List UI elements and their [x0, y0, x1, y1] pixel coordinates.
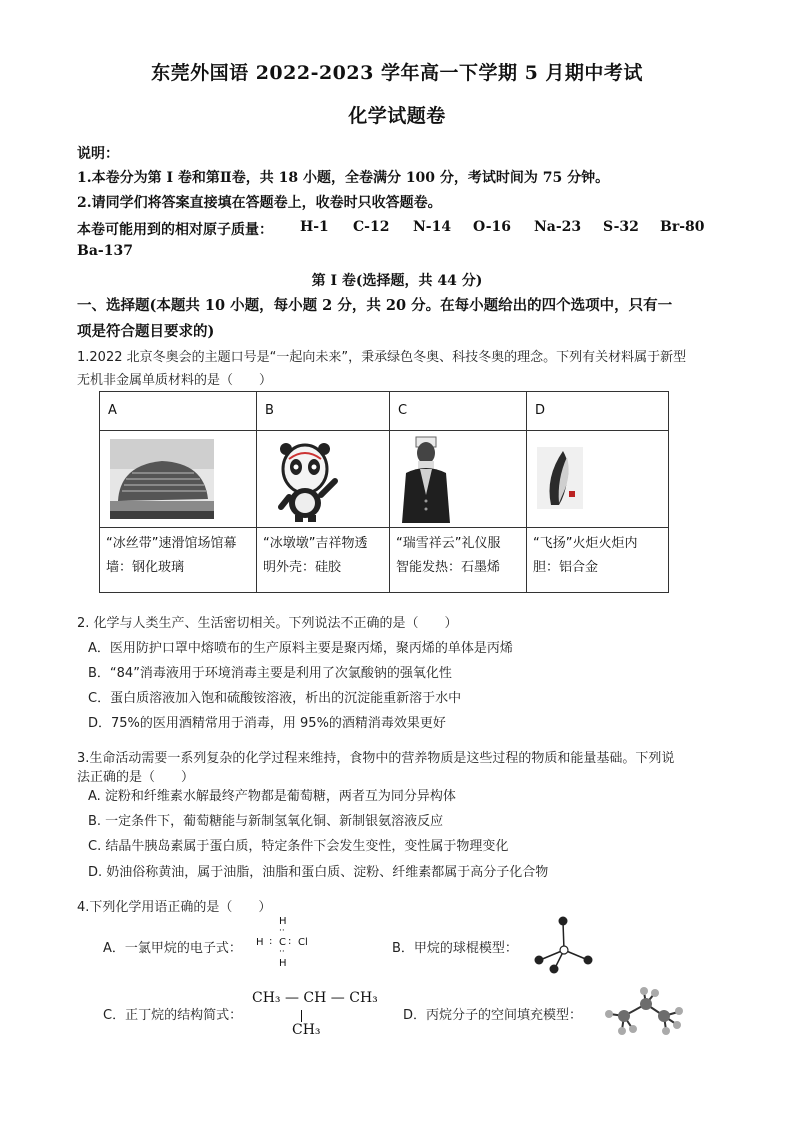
q1-image-cell [100, 431, 257, 528]
q1-caption-cell [390, 528, 527, 593]
q1-caption-cell [527, 528, 669, 593]
atomic-mass-item: H-1 [300, 219, 329, 235]
q3-option-d: D. 奶油俗称黄油，属于油脂，油脂和蛋白质、淀粉、纤维素都属于高分子化合物 [88, 865, 549, 880]
q2-stem: 2. 化学与人类生产、生活密切相关。下列说法不正确的是（ ） [77, 616, 458, 631]
section-instructions-line-2: 项是符合题目要求的) [77, 323, 215, 340]
q1-option-letter: A [100, 392, 257, 431]
q1-option-letter: B [257, 392, 390, 431]
q3-option-a: A. 淀粉和纤维素水解最终产物都是葡萄糖，两者互为同分异构体 [88, 789, 456, 804]
q3-stem-line-2: 法正确的是（ ） [77, 770, 195, 785]
q1-option-letter: C [390, 392, 527, 431]
formula-main-chain: CH₃ — CH — CH₃ [252, 990, 378, 1006]
exam-subtitle: 化学试题卷 [348, 105, 446, 127]
q2-option-a: A．医用防护口罩中熔喷布的生产原料主要是聚丙烯，聚丙烯的单体是丙烯 [88, 641, 513, 656]
exam-title: 东莞外国语 2022-2023 学年高一下学期 5 月期中考试 [151, 62, 643, 84]
lewis-electron-pair: : [269, 936, 273, 947]
atomic-mass-item: S-32 [603, 219, 639, 235]
q1-caption-cell [257, 528, 390, 593]
propane-space-filling-model [596, 986, 690, 1042]
q1-stem-line-2: 无机非金属单质材料的是（ ） [77, 373, 273, 388]
chloromethane-lewis-structure [252, 916, 322, 970]
section-instructions-line-1: 一、选择题(本题共 10 小题，每小题 2 分，共 20 分。在每小题给出的四个选项中，只有一 [77, 297, 673, 314]
q1-option-letter: D [527, 392, 669, 431]
atomic-mass-item: O-16 [473, 219, 512, 235]
q2-option-c: C．蛋白质溶液加入饱和硫酸铵溶液，析出的沉淀能重新溶于水中 [88, 691, 462, 706]
q1-options-table [99, 391, 669, 593]
lewis-electron-pair: : [288, 936, 292, 947]
mascot-image [271, 437, 341, 523]
q4-option-a: A．一氯甲烷的电子式： [103, 941, 242, 956]
notes-heading: 说明： [77, 146, 119, 162]
q1-caption-b-line-1: “冰墩墩”吉祥物透 [263, 536, 368, 551]
q2-option-d: D．75%的医用酒精常用于消毒，用 95%的酒精消毒效果更好 [88, 716, 446, 731]
q1-caption-c-line-2: 智能发热：石墨烯 [396, 560, 501, 575]
lewis-atom-h-bottom: H [279, 958, 287, 969]
notes-line-1: 1.本卷分为第 I 卷和第Ⅱ卷，共 18 小题，全卷满分 100 分，考试时间为 75 分钟。 [77, 170, 610, 186]
formula-branch: CH₃ [292, 1022, 321, 1038]
q1-caption-b-line-2: 明外壳：硅胶 [263, 560, 342, 575]
butane-structural-formula [252, 990, 378, 1042]
lewis-atom-c: C [279, 937, 286, 948]
uniform-image [398, 435, 454, 525]
notes-line-2: 2.请同学们将答案直接填在答题卷上，收卷时只收答题卷。 [77, 195, 442, 211]
lewis-electron-pair: ·· [279, 926, 285, 936]
q3-option-b: B. 一定条件下，葡萄糖能与新制氢氧化铜、新制银氨溶液反应 [88, 814, 444, 829]
q1-stem-line-1: 1.2022 北京冬奥会的主题口号是“一起向未来”，秉承绿色冬奥、科技冬奥的理念。下列有关材料属于新型 [77, 350, 687, 365]
methane-ball-stick-model [532, 914, 594, 974]
q3-option-c: C. 结晶牛胰岛素属于蛋白质，特定条件下会发生变性，变性属于物理变化 [88, 839, 509, 854]
q2-option-b: B．“84”消毒液用于环境消毒主要是利用了次氯酸钠的强氧化性 [88, 666, 452, 681]
part1-heading: 第 I 卷(选择题，共 44 分) [311, 273, 483, 289]
q4-option-d: D．丙烷分子的空间填充模型： [403, 1008, 583, 1023]
ice-ribbon-venue-photo [110, 439, 214, 519]
lewis-atom-h-left: H [256, 937, 264, 948]
q4-option-c: C．正丁烷的结构简式： [103, 1008, 243, 1023]
torch-image [537, 447, 583, 509]
atomic-masses-label: 本卷可能用到的相对原子质量： [77, 222, 273, 238]
lewis-atom-h-top: H [279, 916, 287, 927]
atomic-mass-item: Na-23 [534, 219, 582, 235]
q1-caption-d-line-2: 胆：铝合金 [533, 560, 599, 575]
q1-image-cell [390, 431, 527, 528]
q1-caption-c-line-1: “瑞雪祥云”礼仪服 [396, 536, 501, 551]
atomic-mass-item: Ba-137 [77, 243, 133, 259]
q1-image-cell [257, 431, 390, 528]
q1-caption-cell [100, 528, 257, 593]
q1-caption-a-line-2: 墙：钢化玻璃 [106, 560, 185, 575]
formula-branch-bond [301, 1010, 302, 1022]
q3-stem-line-1: 3.生命活动需要一系列复杂的化学过程来维持，食物中的营养物质是这些过程的物质和能量基础。下列说 [77, 751, 675, 766]
q1-caption-d-line-1: “飞扬”火炬火炬内 [533, 536, 638, 551]
atomic-mass-item: C-12 [353, 219, 390, 235]
q4-option-b: B．甲烷的球棍模型： [392, 941, 518, 956]
q4-stem: 4.下列化学用语正确的是（ ） [77, 900, 272, 915]
atomic-mass-item: Br-80 [660, 219, 705, 235]
atomic-mass-item: N-14 [413, 219, 452, 235]
q1-caption-a-line-1: “冰丝带”速滑馆场馆幕 [106, 536, 237, 551]
lewis-atom-cl: Cl [298, 937, 308, 948]
lewis-electron-pair: ·· [279, 947, 285, 957]
q1-image-cell [527, 431, 669, 528]
